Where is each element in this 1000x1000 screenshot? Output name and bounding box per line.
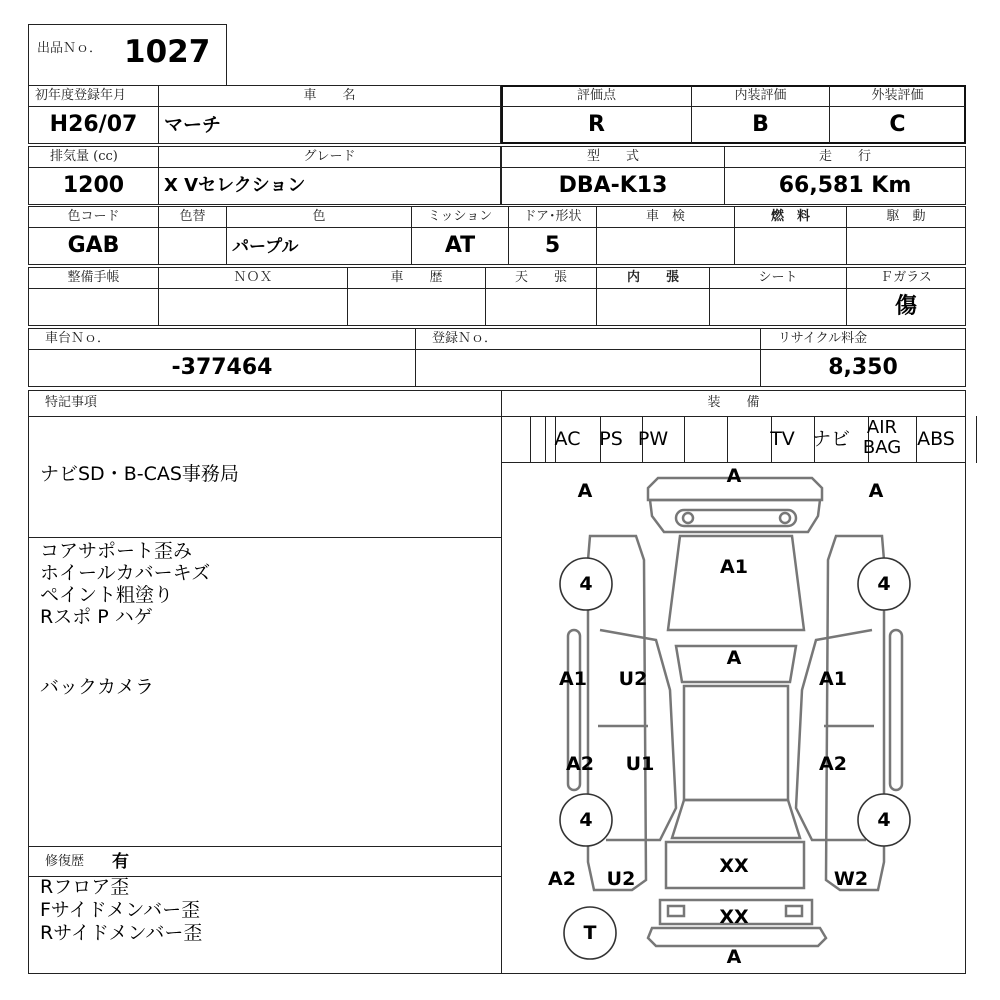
mission-label: ミッション xyxy=(427,209,493,224)
damage-mark-rear-bumper: A xyxy=(726,946,742,968)
damage-mark-left-rear-quarter: A2 xyxy=(548,868,576,890)
mileage-label: 走 行 xyxy=(818,149,871,164)
color-code-value: GAB xyxy=(67,233,120,258)
repair-line-2: Fサイドメンバー歪 xyxy=(40,899,201,921)
repair-value: 有 xyxy=(112,852,129,872)
equipment-item-6: TV xyxy=(770,428,795,450)
interior-label: 内装評価 xyxy=(734,88,787,103)
damage-mark-roof: A xyxy=(726,647,742,669)
repair-line-1: Rフロア歪 xyxy=(40,876,130,898)
inspection-label: 車 検 xyxy=(645,209,685,224)
lot-number: 1027 xyxy=(124,34,211,70)
damage-mark-front-left-corner: A xyxy=(577,480,593,502)
mileage-value: 66,581 Km xyxy=(778,173,912,198)
displacement-value: 1200 xyxy=(62,173,125,198)
damage-mark-hood: A1 xyxy=(720,556,748,578)
equipment-label: 装 備 xyxy=(707,395,760,410)
wheel-front-right-label: 4 xyxy=(877,573,891,595)
rear-left-light-shape xyxy=(668,906,684,916)
color-code-label: 色コード xyxy=(67,209,120,224)
equipment-item-7: ナビ xyxy=(811,428,850,450)
mission-value: AT xyxy=(444,233,476,258)
seat-label: シート xyxy=(758,270,798,285)
damage-mark-left-rear-quarter-2: U2 xyxy=(606,868,636,890)
ceiling-label: 天 張 xyxy=(514,270,567,285)
notes-line-1: ナビSD・B-CAS事務局 xyxy=(40,463,239,485)
fglass-value: 傷 xyxy=(894,293,917,319)
equipment-item-3: PW xyxy=(637,428,669,450)
model-label: 型 式 xyxy=(586,149,639,164)
maintenance-label: 整備手帳 xyxy=(67,270,120,285)
nox-label: ＮＯＸ xyxy=(233,270,273,285)
model-value: DBA-K13 xyxy=(558,173,668,198)
interior-trim-label: 内 張 xyxy=(626,270,679,285)
front-left-light-shape xyxy=(683,513,693,523)
color-value: パープル xyxy=(232,237,299,257)
repair-line-3: Rサイドメンバー歪 xyxy=(40,922,203,944)
door-label: ドア･形状 xyxy=(523,209,582,224)
equipment-item-1: AC xyxy=(554,428,581,450)
repaint-label: 色替 xyxy=(179,209,206,224)
damage-mark-front-bumper: A xyxy=(726,465,742,487)
interior-value: B xyxy=(752,112,769,137)
rear-bumper-shape xyxy=(648,928,826,946)
exterior-label: 外装評価 xyxy=(871,88,924,103)
equipment-item-9: ABS xyxy=(917,428,955,450)
reg-label: 登録Ｎｏ． xyxy=(432,331,498,346)
damage-mark-right-rear-quarter: W2 xyxy=(833,868,869,890)
rear-window-shape xyxy=(672,800,800,838)
first-reg-value: H26/07 xyxy=(49,112,138,137)
repair-label: 修復歴 xyxy=(45,854,85,869)
damage-mark-left-rear-fender: A2 xyxy=(566,753,594,775)
damage-mark-front-right-corner: A xyxy=(868,480,884,502)
hood-shape xyxy=(668,536,804,630)
left-door-frame xyxy=(600,630,676,840)
recycle-label: リサイクル料金 xyxy=(778,331,868,346)
fuel-label: 燃 料 xyxy=(770,209,810,224)
car-name-label: 車 名 xyxy=(303,88,356,103)
damage-mark-right-front-fender: A1 xyxy=(819,668,847,690)
wheel-rear-right-label: 4 xyxy=(877,809,891,831)
score-value: R xyxy=(588,112,605,137)
wheel-front-left-label: 4 xyxy=(579,573,593,595)
equipment-item-2: PS xyxy=(599,428,623,450)
roof-shape xyxy=(684,686,788,800)
drive-label: 駆 動 xyxy=(886,209,926,224)
damage-mark-rear-panel: XX xyxy=(719,906,749,928)
notes-detail-5: バックカメラ xyxy=(40,676,155,698)
wheel-rear-left-label: 4 xyxy=(579,809,593,831)
displacement-label: 排気量 (cc) xyxy=(50,149,118,164)
notes-detail-2: ホイールカバーキズ xyxy=(40,562,211,584)
fglass-label: Ｆガラス xyxy=(880,270,932,285)
door-value: 5 xyxy=(544,233,561,258)
equipment-item-8: AIR BAG xyxy=(862,417,902,458)
exterior-value: C xyxy=(889,112,906,137)
first-reg-label: 初年度登録年月 xyxy=(35,88,127,103)
rear-right-light-shape xyxy=(786,906,802,916)
recycle-value: 8,350 xyxy=(828,355,898,380)
spare-tire-label: T xyxy=(583,922,597,944)
lot-label: 出品Ｎｏ． xyxy=(37,41,103,56)
damage-mark-left-front-door: U2 xyxy=(618,668,648,690)
color-label: 色 xyxy=(312,209,326,224)
chassis-label: 車台Ｎｏ． xyxy=(45,331,111,346)
chassis-value: -377464 xyxy=(171,355,273,380)
damage-mark-left-front-fender: A1 xyxy=(559,668,587,690)
right-side-strip xyxy=(890,630,902,790)
history-label: 車 歴 xyxy=(390,270,443,285)
damage-mark-left-rear-door: U1 xyxy=(625,753,655,775)
grade-value: X Vセレクション xyxy=(164,175,306,196)
front-right-light-shape xyxy=(780,513,790,523)
notes-detail-4: Rスポ P ハゲ xyxy=(40,606,153,628)
notes-label: 特記事項 xyxy=(45,395,98,410)
grade-label: グレード xyxy=(303,149,356,164)
damage-mark-right-rear-fender: A2 xyxy=(819,753,847,775)
notes-detail-1: コアサポート歪み xyxy=(40,540,193,562)
damage-mark-trunk: XX xyxy=(719,855,749,877)
car-name-value: マーチ xyxy=(164,114,222,136)
score-label: 評価点 xyxy=(576,88,616,103)
notes-detail-3: ペイント粗塗り xyxy=(40,584,174,606)
